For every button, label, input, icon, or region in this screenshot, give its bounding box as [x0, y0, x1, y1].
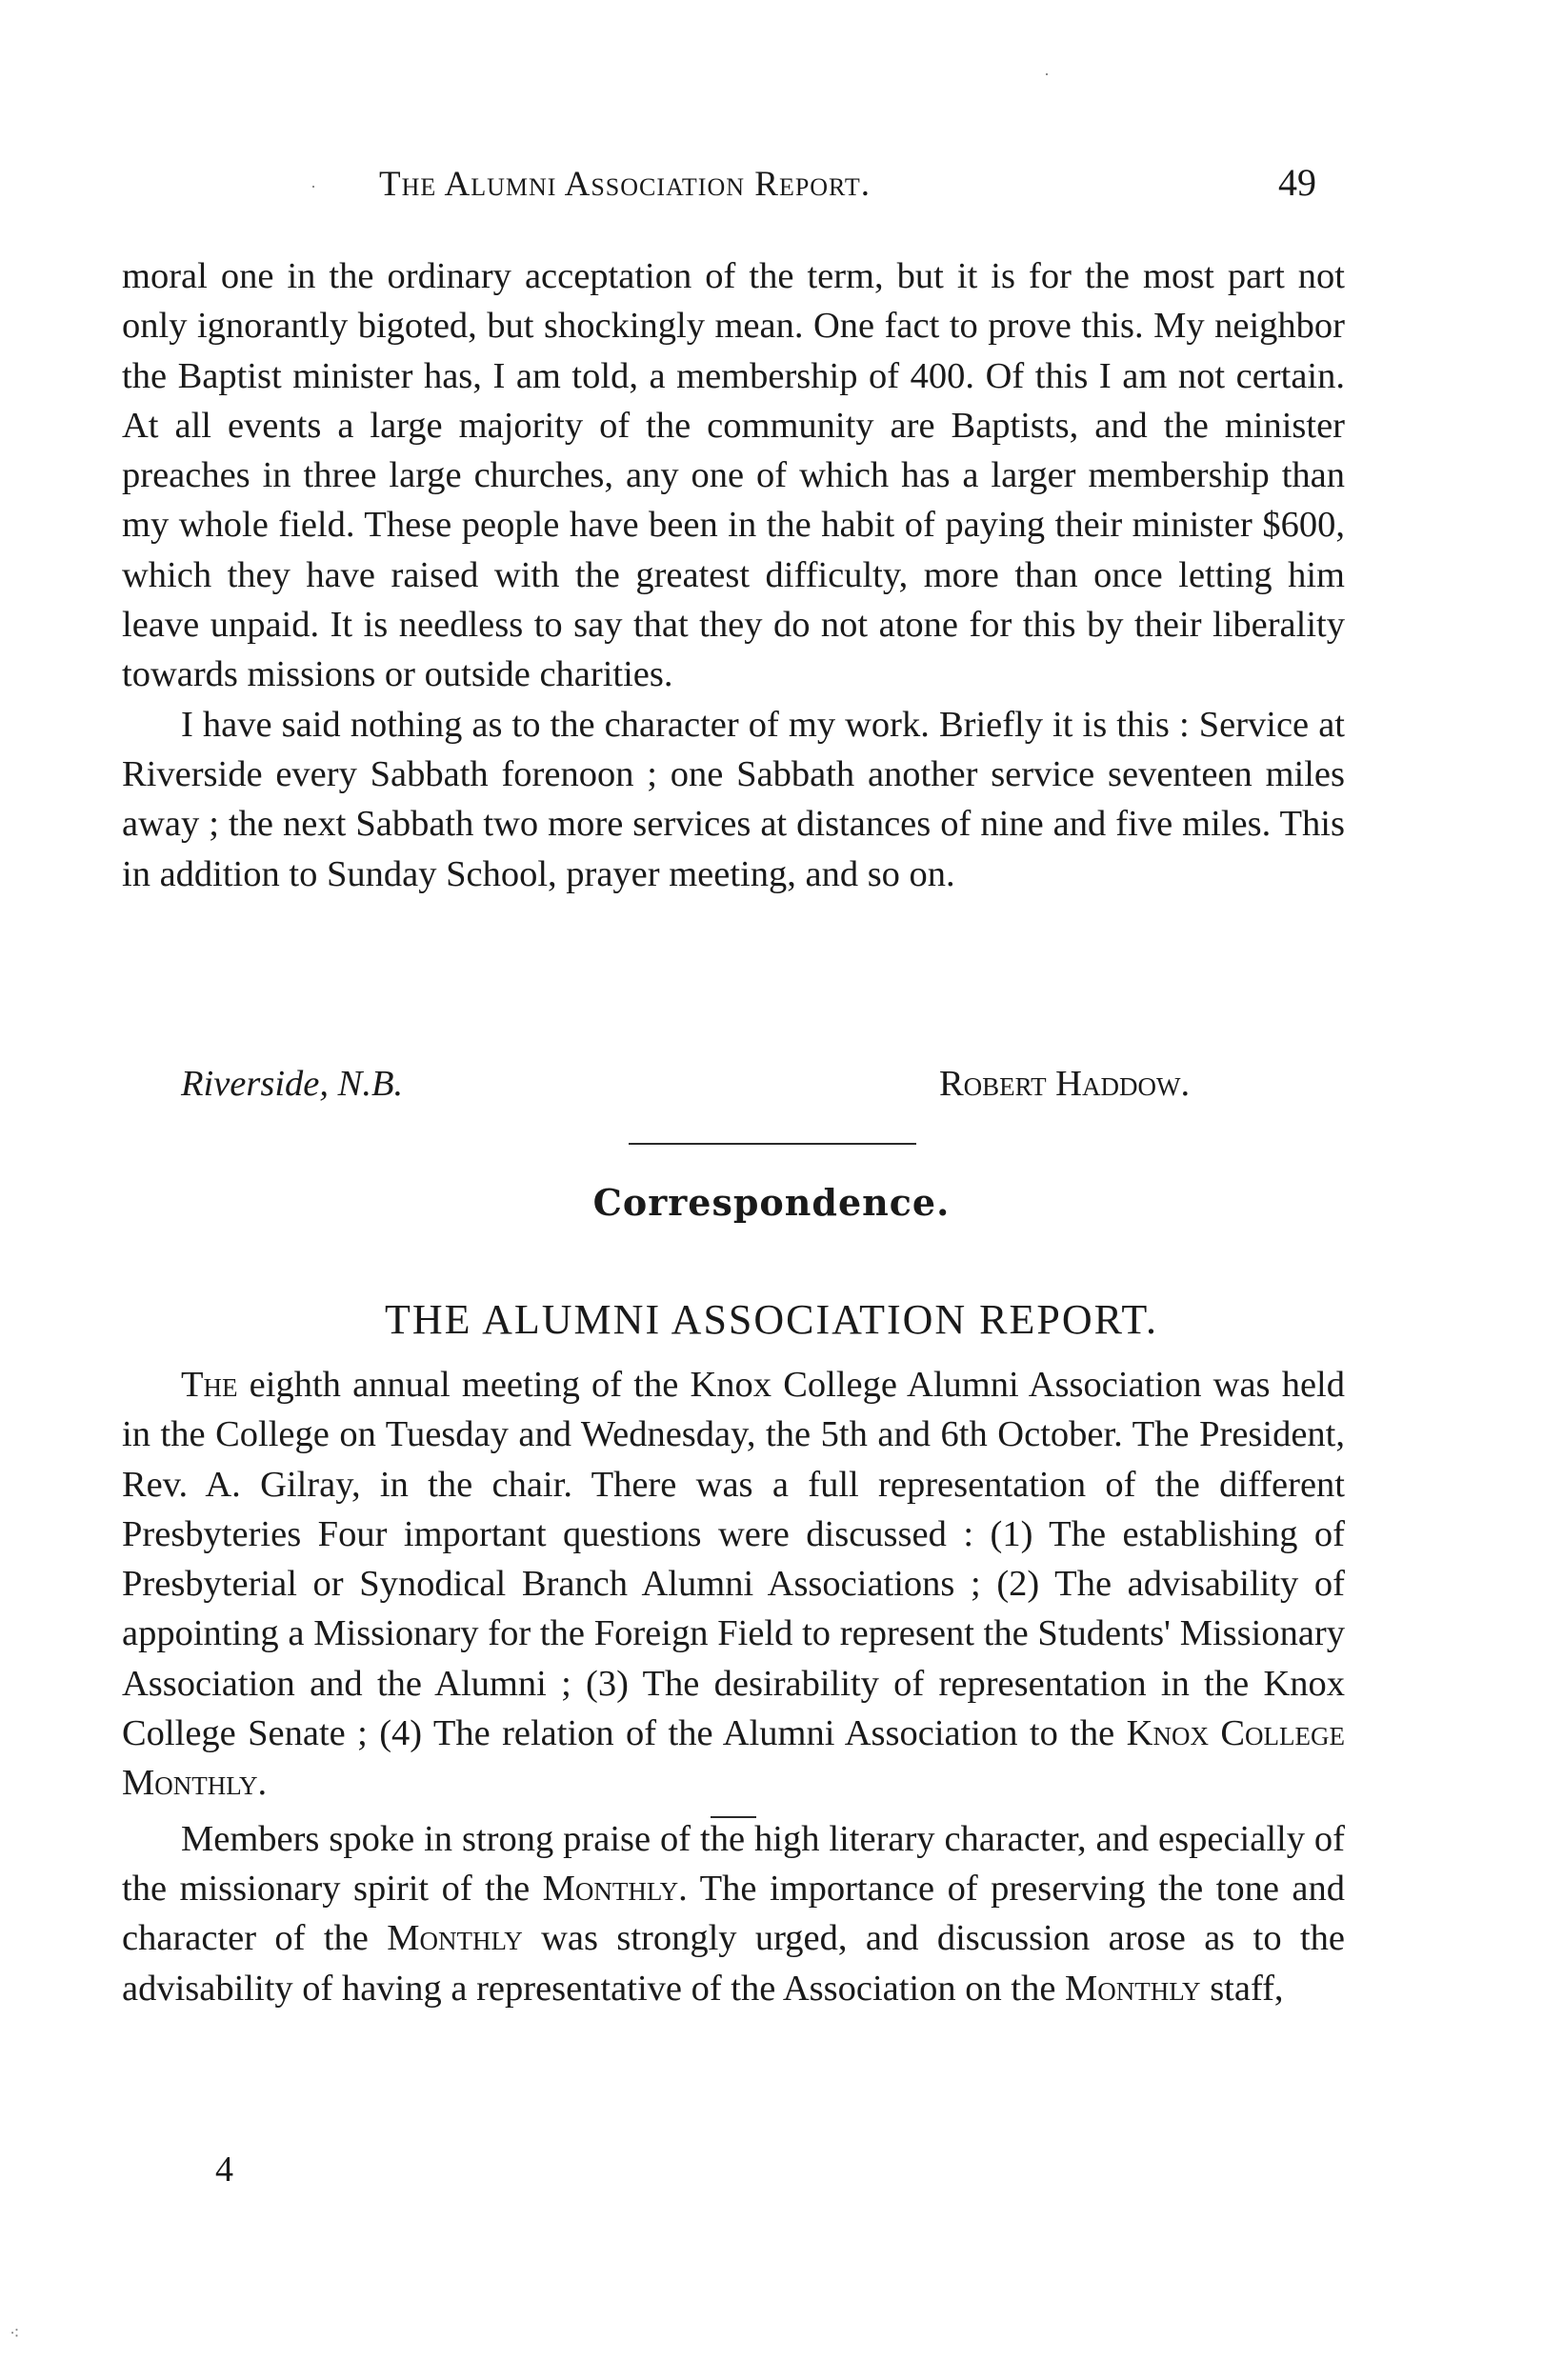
paper-speck: ·	[1044, 65, 1050, 84]
article-title: THE ALUMNI ASSOCIATION REPORT.	[385, 1296, 1158, 1343]
paper-speck: ·	[311, 177, 316, 196]
letter-paragraph-1: moral one in the ordinary acceptation of the term, but it is for the most part not only ignorantly bigoted, but shockingly mean. One fact to prove this. My neighbor the Baptist minister has, I am told, a membership of 400. Of this I am not certain. At all events a large majority of the community are Baptists, and the minister preaches in three large churches, any one of which has a larger membership than my whole field. These people have been in the habit of paying their minister $600, which they have raised with the greatest difficulty, more than once letting him leave unpaid. It is needless to say that they do not atone for this by their liberality towards missions or outside charities.	[122, 256, 1345, 695]
article-paragraph-2	[122, 1814, 1345, 2013]
article-paragraph-1-text: eighth annual meeting of the Knox College Alumni Association was held in the College on Tuesday and Wednesday, the 5th and 6th October. The President, Rev. A. Gilray, in the chair. There was a full representation of the different Presbyteries Four important questions were discussed : (1) The establishing of Presbyterial or Synodical Branch Alumni Associations ; (2) The advisability of appointing a Missionary for the Foreign Field to represent the Students' Missionary Association and the Alumni ; (3) The desirability of representation in the Knox College Senate ; (4) The relation of the Alumni Association to the	[122, 1365, 1345, 1754]
monthly-ref-3: Monthly	[1065, 1968, 1201, 2009]
section-divider	[629, 1143, 916, 1145]
monthly-ref-2: Monthly	[387, 1918, 523, 1959]
article-paragraph-2-text-d: staff,	[1200, 1968, 1284, 2009]
article-paragraph-1	[122, 1360, 1345, 1809]
monthly-ref-1: Monthly.	[542, 1868, 688, 1909]
continued-letter	[122, 251, 1345, 899]
running-head-title: The Alumni Association Report.	[379, 165, 871, 204]
monthly-title-ref: Knox College Monthly.	[122, 1713, 1345, 1804]
article-lead-word: The	[181, 1365, 238, 1405]
letter-paragraph-2: I have said nothing as to the character of my work. Briefly it is this : Service at Riverside every Sabbath forenoon ; one Sabbath another service seventeen miles away ; the next Sabbath two more services at distances of nine and five miles. This in addition to Sunday School, prayer meeting, and so on.	[122, 704, 1345, 894]
signoff-place: Riverside, N.B.	[181, 1064, 404, 1104]
signature-mark: 4	[215, 2150, 233, 2190]
paper-speck: ⁖	[10, 2324, 20, 2343]
article-body	[122, 1360, 1345, 2013]
signoff-name: Robert Haddow.	[939, 1064, 1191, 1104]
page-number: 49	[1278, 161, 1316, 204]
article-paragraph-2-text-a: Members spoke in strong praise of the high literary character, and especially of the missionary spirit of the	[122, 1818, 1345, 1909]
section-heading: Correspondence.	[592, 1181, 951, 1224]
article-paragraph-2-text-b: The importance of preserving the tone and character of the	[122, 1868, 1346, 1959]
article-paragraph-2-text-c: was strongly urged, and discussion arose as to the advisability of having a representative of the Association on the	[122, 1918, 1345, 2009]
